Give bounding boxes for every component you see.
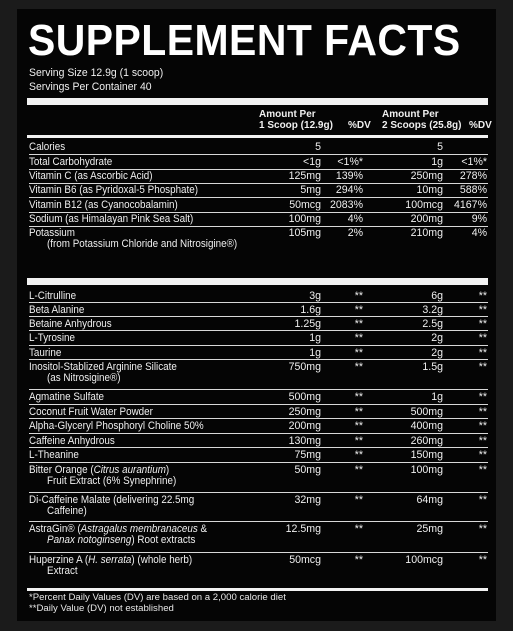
dv-2-scoops: ** <box>478 420 487 432</box>
name-italic: Citrus aurantium <box>93 464 166 476</box>
dv-1-scoop: 2% <box>347 227 363 239</box>
dv-2-scoops: ** <box>478 318 487 330</box>
header-col2-line2: 2 Scoops (25.8g) <box>382 120 462 131</box>
amount-2-scoops: 6g <box>431 290 443 302</box>
dv-1-scoop: 294% <box>335 184 363 196</box>
name-part: AstraGin® ( <box>29 523 81 535</box>
name-italic: Astragalus membranaceus <box>80 523 198 535</box>
dv-1-scoop: ** <box>354 554 363 566</box>
ingredient-name: Di-Caffeine Malate (delivering 22.5mg <box>29 494 195 506</box>
row-divider <box>29 552 488 553</box>
servings-per-container: Servings Per Container 40 <box>29 81 152 93</box>
dv-1-scoop: ** <box>354 420 363 432</box>
amount-1-scoop: 200mg <box>288 420 321 432</box>
medium-divider <box>27 135 488 138</box>
row-divider <box>29 302 488 303</box>
amount-1-scoop: 105mg <box>288 227 321 239</box>
dv-1-scoop: ** <box>354 449 363 461</box>
amount-2-scoops: 2.5g <box>422 318 443 330</box>
dv-1-scoop: ** <box>354 318 363 330</box>
dv-1-scoop: ** <box>354 361 363 373</box>
amount-2-scoops: 1g <box>431 156 443 168</box>
ingredient-name: Sodium (as Himalayan Pink Sea Salt) <box>29 213 194 225</box>
amount-2-scoops: 64mg <box>416 494 443 506</box>
amount-2-scoops: 25mg <box>416 523 443 535</box>
amount-2-scoops: 200mg <box>410 213 443 225</box>
amount-2-scoops: 10mg <box>416 184 443 196</box>
name-italic: Panax notoginseng <box>47 534 132 546</box>
amount-2-scoops: 400mg <box>410 420 443 432</box>
dv-1-scoop: ** <box>354 435 363 447</box>
row-divider <box>29 359 488 360</box>
name-part: ) (whole herb) <box>131 554 193 566</box>
dv-1-scoop: ** <box>354 464 363 476</box>
name-part: ) <box>165 464 170 476</box>
dv-2-scoops: 588% <box>459 184 487 196</box>
amount-2-scoops: 1g <box>431 391 443 403</box>
thick-divider-bottom <box>27 588 488 591</box>
amount-1-scoop: 75mg <box>294 449 321 461</box>
amount-1-scoop: 5 <box>315 141 321 153</box>
amount-1-scoop: 1g <box>309 332 321 344</box>
dv-2-scoops: 4% <box>471 227 487 239</box>
amount-1-scoop: 12.5mg <box>285 523 321 535</box>
amount-1-scoop: 3g <box>309 290 321 302</box>
dv-2-scoops: ** <box>478 523 487 535</box>
supplement-facts-panel <box>17 9 496 621</box>
amount-2-scoops: 100mcg <box>405 199 443 211</box>
row-divider <box>29 462 488 463</box>
dv-2-scoops: <1%* <box>461 156 487 168</box>
dv-1-scoop: ** <box>354 347 363 359</box>
dv-1-scoop: 2083% <box>330 199 363 211</box>
amount-2-scoops: 260mg <box>410 435 443 447</box>
dv-1-scoop: ** <box>354 494 363 506</box>
thick-divider-middle <box>27 278 488 285</box>
dv-2-scoops: 9% <box>471 213 487 225</box>
ingredient-name-line2: Extract <box>47 565 78 577</box>
amount-2-scoops: 3.2g <box>422 304 443 316</box>
panel-title: SUPPLEMENT FACTS <box>28 16 461 65</box>
amount-2-scoops: 150mg <box>410 449 443 461</box>
amount-1-scoop: 250mg <box>288 406 321 418</box>
ingredient-name-line2 <box>47 534 195 547</box>
ingredient-name: Coconut Fruit Water Powder <box>29 406 153 418</box>
row-divider <box>29 154 488 155</box>
header-col2-line1: Amount Per <box>382 109 439 120</box>
ingredient-name: Taurine <box>29 347 62 359</box>
row-divider <box>29 433 488 434</box>
dv-1-scoop: ** <box>354 332 363 344</box>
amount-1-scoop: 50mcg <box>289 199 321 211</box>
dv-2-scoops: ** <box>478 332 487 344</box>
row-divider <box>29 418 488 419</box>
dv-2-scoops: ** <box>478 554 487 566</box>
row-divider <box>29 316 488 317</box>
dv-1-scoop: <1%* <box>337 156 363 168</box>
amount-2-scoops: 100mcg <box>405 554 443 566</box>
ingredient-name-line2: Caffeine) <box>47 505 87 517</box>
dv-1-scoop: ** <box>354 406 363 418</box>
dv-2-scoops: ** <box>478 494 487 506</box>
amount-2-scoops: 500mg <box>410 406 443 418</box>
amount-1-scoop: 50mcg <box>289 554 321 566</box>
ingredient-name: L-Theanine <box>29 449 79 461</box>
ingredient-name: Agmatine Sulfate <box>29 391 105 403</box>
dv-2-scoops: ** <box>478 406 487 418</box>
ingredient-name: Calories <box>29 141 66 153</box>
ingredient-name: Total Carbohydrate <box>29 156 113 168</box>
dv-2-scoops: ** <box>478 347 487 359</box>
footnote-dv: *Percent Daily Values (DV) are based on a 2,000 calorie diet <box>29 592 286 603</box>
row-divider <box>29 197 488 198</box>
amount-2-scoops: 210mg <box>410 227 443 239</box>
header-col2-dv: %DV <box>469 120 492 131</box>
ingredient-name: Potassium <box>29 227 76 239</box>
ingredient-name-line2: Fruit Extract (6% Synephrine) <box>47 475 177 487</box>
amount-2-scoops: 1.5g <box>422 361 443 373</box>
header-col1-dv: %DV <box>348 120 371 131</box>
amount-2-scoops: 100mg <box>410 464 443 476</box>
name-part: ) Root extracts <box>131 534 196 546</box>
amount-1-scoop: 5mg <box>300 184 321 196</box>
dv-1-scoop: ** <box>354 304 363 316</box>
dv-2-scoops: 4167% <box>454 199 487 211</box>
footnote-not-established: **Daily Value (DV) not established <box>29 603 174 614</box>
amount-1-scoop: 1g <box>309 347 321 359</box>
amount-2-scoops: 2g <box>431 347 443 359</box>
amount-1-scoop: 130mg <box>288 435 321 447</box>
serving-size: Serving Size 12.9g (1 scoop) <box>29 67 164 79</box>
dv-2-scoops: ** <box>478 464 487 476</box>
dv-1-scoop: ** <box>354 523 363 535</box>
dv-1-scoop: ** <box>354 391 363 403</box>
ingredient-name: L-Citrulline <box>29 290 77 302</box>
dv-2-scoops: ** <box>478 391 487 403</box>
dv-2-scoops: ** <box>478 304 487 316</box>
amount-1-scoop: 750mg <box>288 361 321 373</box>
ingredient-name: Vitamin C (as Ascorbic Acid) <box>29 170 153 182</box>
dv-1-scoop: ** <box>354 290 363 302</box>
ingredient-name: Alpha-Glyceryl Phosphoryl Choline 50% <box>29 420 204 432</box>
ingredient-name: L-Tyrosine <box>29 332 76 344</box>
ingredient-name: Vitamin B6 (as Pyridoxal-5 Phosphate) <box>29 184 199 196</box>
amount-2-scoops: 2g <box>431 332 443 344</box>
name-part: Huperzine A ( <box>29 554 89 566</box>
amount-1-scoop: 100mg <box>288 213 321 225</box>
ingredient-name-line2: (as Nitrosigine®) <box>47 372 121 384</box>
name-part: Bitter Orange ( <box>29 464 94 476</box>
ingredient-name: Vitamin B12 (as Cyanocobalamin) <box>29 199 178 211</box>
row-divider <box>29 330 488 331</box>
row-divider <box>29 389 488 390</box>
ingredient-name: Caffeine Anhydrous <box>29 435 115 447</box>
dv-2-scoops: ** <box>478 361 487 373</box>
dv-1-scoop: 139% <box>335 170 363 182</box>
ingredient-name: Inositol-Stablized Arginine Silicate <box>29 361 177 373</box>
header-col1-line1: Amount Per <box>259 109 316 120</box>
row-divider <box>29 492 488 493</box>
amount-1-scoop: 1.6g <box>300 304 321 316</box>
row-divider <box>29 404 488 405</box>
dv-1-scoop: 4% <box>347 213 363 225</box>
header-col1-line2: 1 Scoop (12.9g) <box>259 120 333 131</box>
dv-2-scoops: 278% <box>459 170 487 182</box>
row-divider <box>29 345 488 346</box>
ingredient-name: Beta Alanine <box>29 304 85 316</box>
dv-2-scoops: ** <box>478 435 487 447</box>
ingredient-name: Betaine Anhydrous <box>29 318 112 330</box>
amount-1-scoop: <1g <box>303 156 321 168</box>
ingredient-name-line2: (from Potassium Chloride and Nitrosigine®) <box>47 238 238 250</box>
amount-2-scoops: 5 <box>437 141 443 153</box>
amount-2-scoops: 250mg <box>410 170 443 182</box>
amount-1-scoop: 125mg <box>288 170 321 182</box>
amount-1-scoop: 500mg <box>288 391 321 403</box>
name-italic: H. serrata <box>88 554 132 566</box>
amount-1-scoop: 50mg <box>294 464 321 476</box>
dv-2-scoops: ** <box>478 449 487 461</box>
row-divider <box>29 521 488 522</box>
row-divider <box>29 447 488 448</box>
amount-1-scoop: 1.25g <box>294 318 321 330</box>
dv-2-scoops: ** <box>478 290 487 302</box>
name-part: & <box>197 523 208 535</box>
thick-divider-top <box>27 98 488 105</box>
amount-1-scoop: 32mg <box>294 494 321 506</box>
